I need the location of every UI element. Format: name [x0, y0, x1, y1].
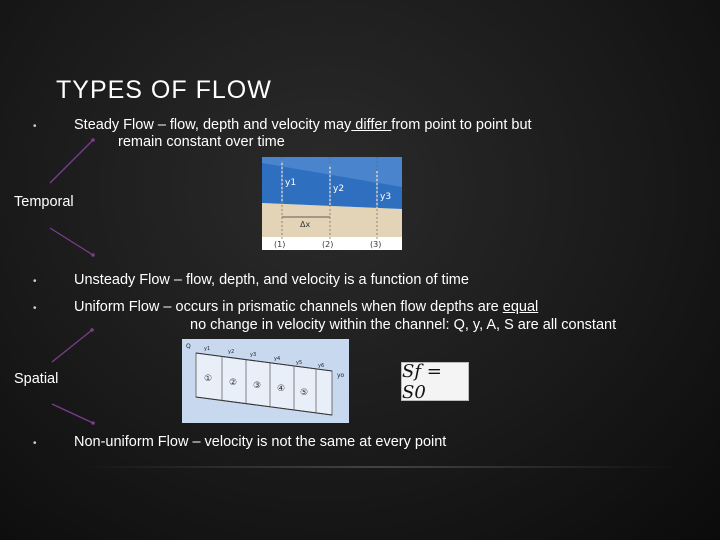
- steady-flow-figure: [262, 157, 402, 250]
- bullet-marker: •: [33, 276, 37, 287]
- bullet-marker: •: [33, 121, 37, 132]
- bullet-nonuniform-flow: Non-uniform Flow – velocity is not the same at every point: [74, 434, 447, 450]
- section-label-2: (2): [322, 240, 334, 249]
- dx-label: Δx: [300, 220, 311, 229]
- uniform-flow-underlined: equal: [502, 299, 539, 315]
- depth-label-y2: y2: [333, 184, 345, 194]
- steady-flow-underlined: differ: [351, 117, 392, 133]
- svg-text:y3: y3: [250, 352, 257, 358]
- svg-text:y4: y4: [274, 356, 281, 362]
- svg-text:①: ①: [204, 374, 213, 384]
- steady-flow-line2: remain constant over time: [118, 134, 285, 150]
- label-spatial: Spatial: [14, 371, 59, 387]
- svg-text:y2: y2: [228, 349, 235, 355]
- arrow-temporal-to-unsteady: [50, 228, 93, 255]
- svg-text:⑤: ⑤: [300, 388, 309, 398]
- svg-text:②: ②: [229, 378, 238, 388]
- svg-text:y6: y6: [318, 363, 325, 369]
- svg-text:y1: y1: [204, 346, 211, 352]
- uniform-flow-line2: no change in velocity within the channel: Q, y, A, S are all constant: [190, 317, 617, 333]
- arrow-steady-to-temporal: [50, 140, 93, 183]
- depth-label-y1: y1: [285, 178, 297, 188]
- arrow-spatial-to-nonuniform: [52, 404, 93, 423]
- profile-label-q: Q: [186, 343, 191, 350]
- equation-text: Sf = S0: [402, 360, 442, 403]
- depth-label-y3: y3: [380, 192, 392, 202]
- slide-floor-highlight: [80, 466, 680, 468]
- section-label-3: (3): [370, 240, 382, 249]
- svg-text:④: ④: [277, 384, 286, 394]
- steady-flow-text-after: from point to point but: [391, 117, 532, 133]
- bullet-marker: •: [33, 438, 37, 449]
- label-temporal: Temporal: [14, 194, 74, 210]
- slide-title: TYPES OF FLOW: [56, 76, 272, 104]
- bullet-marker: •: [33, 303, 37, 314]
- svg-text:③: ③: [253, 381, 262, 391]
- bullet-unsteady-flow: Unsteady Flow – flow, depth, and velocity is a function of time: [74, 272, 469, 288]
- uniform-flow-figure: [182, 339, 349, 423]
- equation-sf-equals-s0: [401, 362, 469, 401]
- uniform-flow-text: Uniform Flow – occurs in prismatic channels when flow depths are: [74, 299, 499, 315]
- steady-flow-text: Steady Flow – flow, depth and velocity may: [74, 117, 352, 133]
- svg-text:y5: y5: [296, 360, 303, 366]
- bullet-uniform-flow: [74, 299, 538, 315]
- svg-text:yo: yo: [337, 372, 345, 379]
- section-label-1: (1): [274, 240, 286, 249]
- arrow-uniform-to-spatial: [52, 330, 92, 362]
